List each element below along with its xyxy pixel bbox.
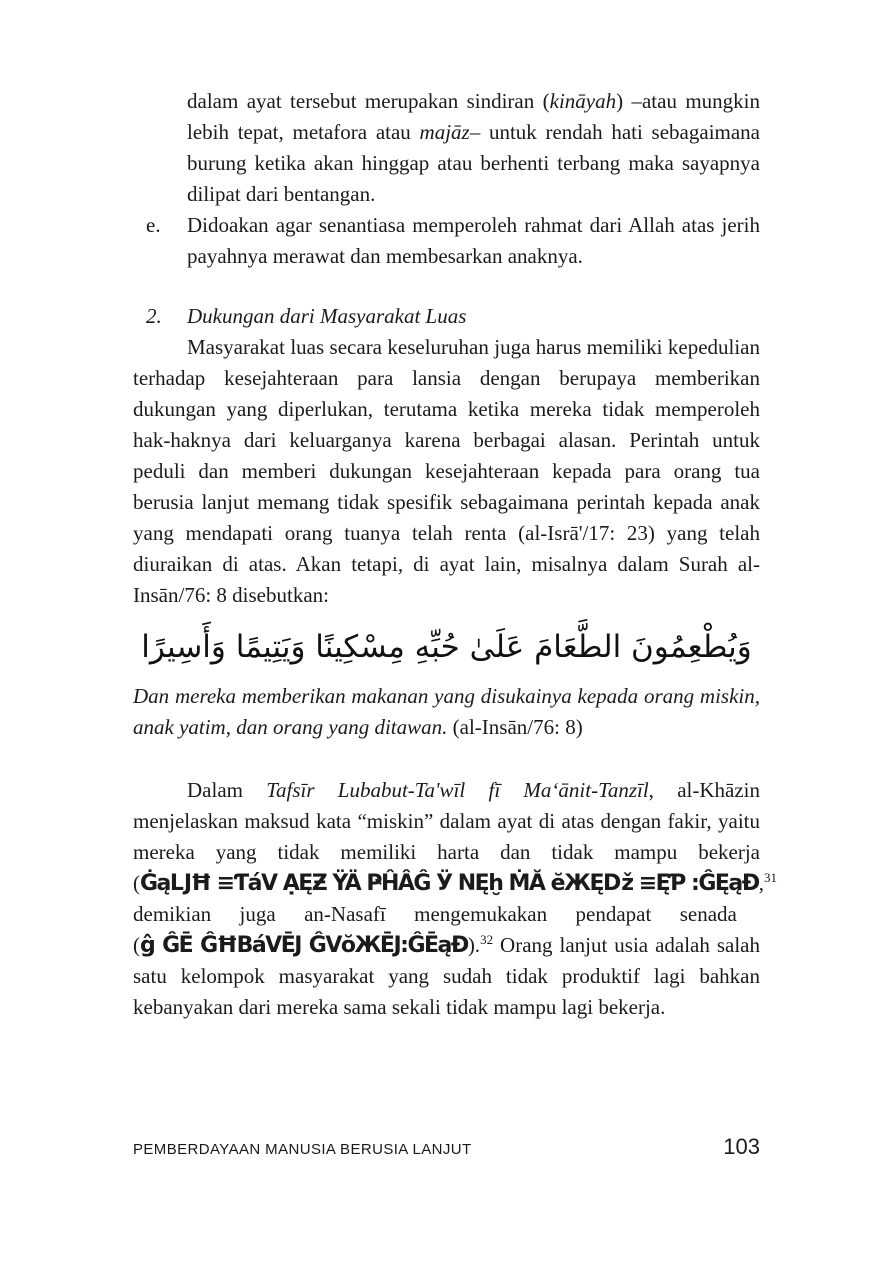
list-item-e <box>133 210 760 272</box>
page-number: 103 <box>723 1134 760 1159</box>
paragraph-tafsir: Dalam Tafsīr Lubabut-Ta'wīl fī Ma‘ānit-Tanzīl, al-Khāzin menjelaskan maksud kata “miskin” dalam ayat di atas dengan fakir, yaitu mereka yang tidak memiliki harta dan tidak mampu bekerja (ĠąǇĦ ≡ƬáV ẠĘƵ ŸÄ ҎĤÂĜ Ӱ ΝĘḫ ṀӐ ĕЖĘǅ ≡ĘƤ :ĜĘąÐ,$^{31}$ demikian juga an-Nasafī mengemukakan pendapat senada (ĝ ĜĒ ĜĦBáVĒJ ĜVŏЖĒJ:ĜĒąÐ).$^{32}$ Orang lanjut usia adalah salah satu kelompok masyarakat yang sudah tidak produktif lagi bahkan kebanyakan dari mereka sama sekali tidak mampu lagi bekerja. <box>133 778 777 1019</box>
quran-verse-arabic: وَيُطْعِمُونَ الطَّعَامَ عَلَىٰ حُبِّهِ مِسْكِينًا وَيَتِيمًا وَأَسِيرًا <box>141 629 752 665</box>
list-item-e-text: Didoakan agar senantiasa memperoleh rahmat dari Allah atas jerih payahnya merawat dan membesarkan anaknya. <box>187 213 760 268</box>
paragraph-masyarakat: Masyarakat luas secara keseluruhan juga harus memiliki kepedulian terhadap kesejahteraan para lansia dengan berupaya memberikan dukungan yang diperlukan, terutama ketika mereka tidak memperoleh hak-haknya dari keluarganya karena berbagai alasan. Perintah untuk peduli dan memberi dukungan kesejahteraan kepada para orang tua berusia lanjut memang tidak spesifik sebagaimana perintah kepada anak yang mendapati orang tuanya telah renta (al-Isrā'/17: 23) yang telah diuraikan di atas. Akan tetapi, di ayat lain, misalnya dalam Surah al-Insān/76: 8 disebutkan: <box>133 335 760 607</box>
verse-translation: Dan mereka memberikan makanan yang disukainya kepada orang miskin, anak yatim, dan orang yang ditawan. (al-Insān/76: 8) <box>133 684 760 739</box>
section-heading-number: 2. <box>146 304 162 328</box>
running-title: PEMBERDAYAAN MANUSIA BERUSIA LANJUT <box>133 1141 472 1158</box>
paragraph-spacer <box>133 743 760 775</box>
page-footer <box>133 1134 760 1160</box>
section-heading-2 <box>133 301 760 332</box>
list-item-e-marker: e. <box>146 213 161 237</box>
page-body <box>133 86 777 1023</box>
section-heading-title: Dukungan dari Masyarakat Luas <box>187 304 467 328</box>
paragraph-continuation: dalam ayat tersebut merupakan sindiran (kināyah) –atau mungkin lebih tepat, metafora atau majāz– untuk rendah hati sebagaimana burung ketika akan hinggap atau berhenti terbang maka sayapnya dilipat dari bentangan. <box>187 89 761 206</box>
